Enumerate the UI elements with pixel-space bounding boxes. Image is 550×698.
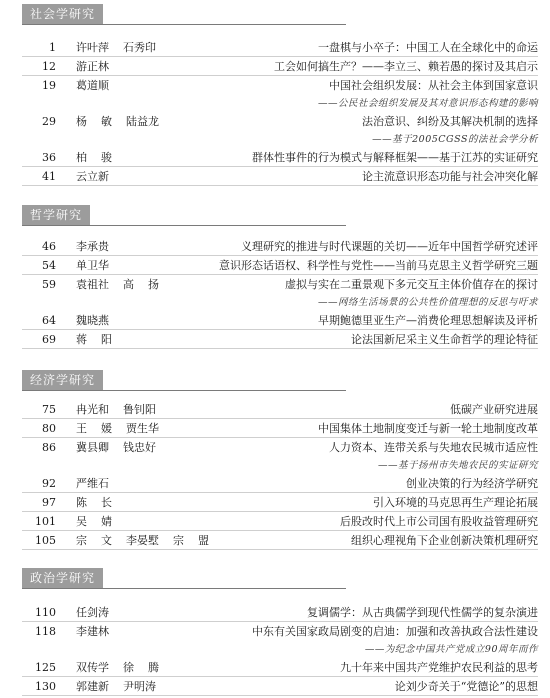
toc-list [0, 603, 550, 696]
section-label: 哲学研究 [22, 205, 90, 225]
article-title: 组织心理视角下企业创新决策机理研究 [351, 534, 538, 547]
authors: 郭建新 尹明涛 [76, 680, 156, 693]
article-title: 工会如何搞生产？——李立三、赖若愚的探讨及其启示 [274, 60, 538, 73]
authors: 宗 文 李晏墅 宗 盟 [76, 534, 209, 547]
article-title: 论刘少奇关于“党德论”的思想 [394, 680, 538, 693]
article-title: 低碳产业研究进展 [450, 403, 538, 416]
article-title: 复调儒学：从古典儒学到现代性儒学的复杂演进 [307, 606, 538, 619]
section-politics [0, 568, 550, 693]
row-divider [22, 695, 538, 696]
section-divider [22, 390, 346, 391]
authors: 王 媛 贾生华 [76, 422, 159, 435]
article-title: 论法国新尼采主义生命哲学的理论特征 [351, 333, 538, 346]
page-number: 80 [42, 422, 56, 435]
authors: 冀县卿 钱忠好 [76, 441, 156, 454]
section-label: 政治学研究 [22, 568, 103, 588]
toc-entry [0, 256, 550, 275]
page-number: 54 [42, 259, 56, 272]
section-header [0, 4, 550, 26]
page-number: 64 [42, 314, 56, 327]
toc-entry [0, 474, 550, 493]
toc-entry [0, 311, 550, 330]
authors: 许叶萍 石秀印 [76, 41, 156, 54]
section-divider [22, 24, 346, 25]
toc-entry [0, 419, 550, 438]
toc-subtitle-row [0, 457, 550, 474]
section-label: 经济学研究 [22, 370, 103, 390]
toc-entry [0, 38, 550, 57]
authors: 双传学 徐 腾 [76, 661, 159, 674]
row-divider [22, 348, 538, 349]
article-subtitle: ——为纪念中国共产党成立90周年而作 [364, 644, 538, 655]
toc-entry [0, 76, 550, 95]
article-title: 意识形态话语权、科学性与党性——当前马克思主义哲学研究三题 [219, 259, 538, 272]
authors: 严维石 [76, 477, 109, 490]
section-economics [0, 370, 550, 547]
page-number: 41 [42, 170, 56, 183]
authors: 云立新 [76, 170, 109, 183]
authors: 魏晓燕 [76, 314, 109, 327]
article-title: 虚拟与实在二重景观下多元交互主体价值存在的探讨 [285, 278, 538, 291]
toc-subtitle-row [0, 294, 550, 311]
article-title: 创业决策的行为经济学研究 [406, 477, 538, 490]
toc-entry [0, 330, 550, 349]
article-title: 人力资本、连带关系与失地农民城市适应性 [329, 441, 538, 454]
article-title: 早期鲍德里亚生产—消费伦理思想解读及评析 [318, 314, 538, 327]
row-divider [22, 185, 538, 186]
toc-list [0, 400, 550, 550]
article-title: 义理研究的推进与时代课题的关切——近年中国哲学研究述评 [241, 240, 538, 253]
toc-entry [0, 658, 550, 677]
toc-list [0, 38, 550, 186]
authors: 蒋 阳 [76, 333, 112, 346]
section-label: 社会学研究 [22, 4, 103, 24]
toc-entry [0, 237, 550, 256]
authors: 陈 长 [76, 496, 112, 509]
page-number: 130 [35, 680, 56, 693]
authors: 吴 婧 [76, 515, 112, 528]
page-number: 1 [49, 41, 56, 54]
page-number: 105 [35, 534, 56, 547]
toc-subtitle-row [0, 95, 550, 112]
article-title: 引入环境的马克思再生产理论拓展 [373, 496, 538, 509]
toc-entry [0, 531, 550, 550]
toc-entry [0, 57, 550, 76]
page-number: 75 [42, 403, 56, 416]
page-number: 97 [42, 496, 56, 509]
toc-entry [0, 275, 550, 294]
article-title: 法治意识、纠纷及其解决机制的选择 [362, 115, 538, 128]
toc-entry [0, 603, 550, 622]
section-philosophy [0, 205, 550, 346]
toc-entry [0, 167, 550, 186]
toc-subtitle-row [0, 641, 550, 658]
article-title: 后股改时代上市公司国有股收益管理研究 [340, 515, 538, 528]
toc-entry [0, 493, 550, 512]
page-number: 59 [42, 278, 56, 291]
toc-entry [0, 512, 550, 531]
article-subtitle: ——基于2005CGSS的法社会学分析 [372, 134, 538, 145]
authors: 杨 敏 陆益龙 [76, 115, 159, 128]
page-number: 92 [42, 477, 56, 490]
article-subtitle: ——基于扬州市失地农民的实证研究 [377, 460, 538, 471]
section-header [0, 370, 550, 392]
section-header [0, 205, 550, 227]
page-number: 125 [35, 661, 56, 674]
page-number: 86 [42, 441, 56, 454]
authors: 冉光和 鲁钊阳 [76, 403, 156, 416]
toc-entry [0, 148, 550, 167]
authors: 游正林 [76, 60, 109, 73]
page-number: 19 [42, 79, 56, 92]
toc-entry [0, 677, 550, 696]
section-divider [22, 225, 346, 226]
toc-entry [0, 112, 550, 131]
article-title: 中国社会组织发展：从社会主体到国家意识 [329, 79, 538, 92]
section-header [0, 568, 550, 590]
authors: 袁祖社 高 扬 [76, 278, 159, 291]
article-subtitle: ——公民社会组织发展及其对意识形态构建的影响 [317, 98, 538, 109]
page-number: 101 [35, 515, 56, 528]
section-divider [22, 588, 346, 589]
authors: 李建林 [76, 625, 109, 638]
toc-list [0, 237, 550, 349]
authors: 单卫华 [76, 259, 109, 272]
page-number: 46 [42, 240, 56, 253]
page-number: 69 [42, 333, 56, 346]
toc-entry [0, 438, 550, 457]
authors: 任剑涛 [76, 606, 109, 619]
article-title: 群体性事件的行为模式与解释框架——基于江苏的实证研究 [252, 151, 538, 164]
article-subtitle: ——网络生活场景的公共性价值理想的反思与吁求 [317, 297, 538, 308]
page-number: 118 [35, 625, 56, 638]
page-number: 110 [35, 606, 56, 619]
authors: 李承贵 [76, 240, 109, 253]
authors: 葛道顺 [76, 79, 109, 92]
article-title: 论主流意识形态功能与社会冲突化解 [362, 170, 538, 183]
authors: 柏 骏 [76, 151, 112, 164]
article-title: 中国集体土地制度变迁与新一轮土地制度改革 [318, 422, 538, 435]
article-title: 九十年来中国共产党维护农民利益的思考 [340, 661, 538, 674]
page-number: 29 [42, 115, 56, 128]
page-number: 36 [42, 151, 56, 164]
page-number: 12 [42, 60, 56, 73]
toc-entry [0, 622, 550, 641]
section-sociology [0, 4, 550, 183]
article-title: 一盘棋与小卒子：中国工人在全球化中的命运 [318, 41, 538, 54]
toc-subtitle-row [0, 131, 550, 148]
row-divider [22, 549, 538, 550]
toc-entry [0, 400, 550, 419]
article-title: 中东有关国家政局剧变的启迪：加强和改善执政合法性建设 [252, 625, 538, 638]
